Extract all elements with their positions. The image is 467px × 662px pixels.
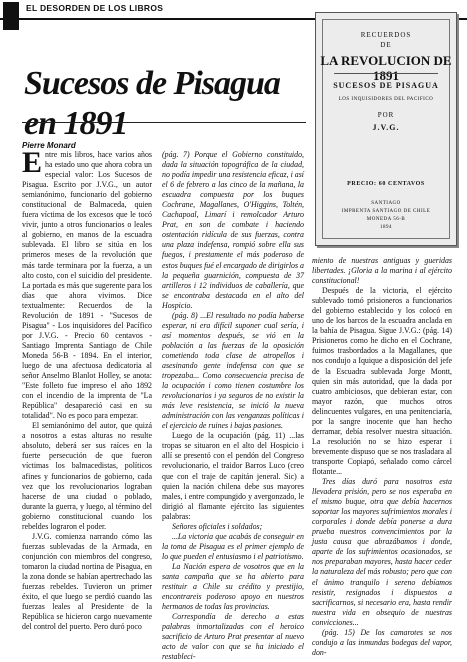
cover-rule bbox=[334, 73, 438, 74]
cover-printer: IMPRENTA SANTIAGO DE CHILE bbox=[341, 209, 431, 214]
cover-line: RECUERDOS bbox=[360, 31, 412, 39]
section-label: EL DESORDEN DE LOS LIBROS bbox=[26, 3, 164, 13]
paragraph: Luego de la ocupación (pág. 11) ...las tropas se situaron en el alto del Hospicio i allí se presentó con el pendón del Congreso revolucionario, el traidor Barros Luco (creo que con el traje de capitán jeneral. Sic) a quien la nación chilena debe sus mayores males, i entre compungido y avergonzado, le dirigió al flamante ejército las siguientes palabras: bbox=[162, 431, 304, 521]
cover-line: DE bbox=[380, 41, 392, 49]
section-logo-icon bbox=[3, 2, 19, 30]
cover-price: PRECIO: 60 CENTAVOS bbox=[347, 181, 425, 187]
paragraph: (pág. 15) De los camarotes se nos condujo a las inmundas bodegas del vapor, don- bbox=[312, 627, 452, 657]
cover-author: J.V.G. bbox=[372, 123, 400, 132]
paragraph: ntre mis libros, hace varios años ha estado uno que ahora cobra un especial valor: Los Sucesos de Pisagua. Escrito por J.V.G., un autor semianónimo, funcionario del gobierno constitucional de Balmaceda, quien fuera víctima de los excesos que le tocó vivir, junto a otros funcionarios o leales al gobierno, en manos de la escuadra sublevada. El libro se sitúa en los primeros meses de la revolución que más tarde terminara por la fuerza, a un alto costo, con el suicidio del presidente. La portada es más que sugerente para los días que ahora vivimos. Dice textualmente: Recuerdos de la Revolución de 1891 - "Sucesos de Pisagua" - Los inquisidores del Pacífico por J.V.G. - Precio 60 centavos - Santiago Imprenta Santiago de Chile Moneda 56-B - 1894. En el interior, luego de una afectuosa dedicatoria al señor Anselmo Blanlot Holley, se anota: "Este folleto fue impreso el año 1892 con el incendio de la imprenta de "La República" desapareció casi en su totalidad". No es poco para empezar. bbox=[22, 150, 152, 421]
cover-title: LA REVOLUCION DE 1891 bbox=[320, 53, 452, 83]
paragraph: miento de nuestras antiguas y gueridas libertades. ¡Gloria a la marina i al ejército constitucional! bbox=[312, 256, 452, 286]
paragraph: El semianónimo del autor, que quizá a nosotros a estas alturas no resulte absoluto, deberá ser sus raíces en la fuerte persecución de que fueron víctimas los balmacedistas, políticos afines y funcionarios de gobierno, cada vez que los revolucionarios lograban hacerse de una ciudad o poblado, durante la guerra, y luego, al término del gobierno constitucional cuando los rebeldes lograron el poder. bbox=[22, 421, 152, 531]
cover-year: 1894 bbox=[380, 225, 392, 230]
paragraph: Después de la victoria, el ejército sublevado tomó prisioneros a funcionarios del gobierno establecido y los colocó en uno de los barcos de la escuadra anclada en la bahía de Pisagua. Sigue J.V.G.: (pág. 14) Prisioneros como he dicho en el Cochrane, fuimos trasbordados a la Magallanes, que nos condujo a Iquique a disposición del jefe de la Escuadra sublevada Jorge Montt, quien sin más autoridad, que la dada por cuatro ambiciosos, que debieran estar, con mayor razón, que muchos otros delincuentes vulgares, en una penitenciaría, por la sangre inocente que han hecho derramar, debía resolver nuestra situación. La resolución no se hizo esperar i brevemente dispuso que se nos trasladara al transporte Copiapó, señalado como cárcel flotante... bbox=[312, 286, 452, 476]
cover-city: SANTIAGO bbox=[371, 201, 401, 206]
cover-subtitle: SUCESOS DE PISAGUA bbox=[333, 81, 439, 90]
title-divider bbox=[22, 122, 306, 123]
cover-line: LOS INQUISIDORES DEL PACIFICO bbox=[338, 97, 434, 102]
article-column-3 bbox=[312, 256, 452, 658]
paragraph: (pág. 8) ...El resultado no podía haberse esperar, ni era difícil suponer cual sería, i así momentos después, se vió en la población a las fuerzas de la oposición cometiendo toda clase de atropellos i asesinando gente indefensa con que se tropezaba... Como consecuencia precisa de la ocupación i como tienen costumbre los revolucionarios i ya seguros de no existir la más leve resistencia, se inició la nueva administración con las venganzas políticas i el ejercicio de ruines i bajas pasiones. bbox=[162, 310, 304, 431]
paragraph: J.V.G. comienza narrando cómo las fuerzas sublevadas de la Armada, en conjunción con miembros del congreso, tomaron la ciudad nortina de Pisagua, en la zona donde se habían apertrechado las fuerzas rebeldes. Tuvieron un primer éxito, el que luego se perdió cuando las fuerzas leales al Presidente de la República se hicieron cargo nuevamente del control del puerto. Pero duró poco bbox=[22, 531, 152, 632]
paragraph: ...La victoria que acabás de conseguir en la toma de Pisagua es el primer ejemplo de lo que pueden el entusiasmo i el patriotismo. bbox=[162, 531, 304, 561]
cover-address: MONEDA 56-B bbox=[366, 217, 406, 222]
paragraph: Señores oficiales i soldados; bbox=[172, 521, 263, 531]
cover-line: POR bbox=[377, 111, 395, 119]
paragraph: Correspondía de derecho a estas palabras inmortalizadas con el heroico sacrificio de Arturo Prat presentar al nuevo acto de valor con que se ha iniciado el restableci- bbox=[162, 612, 304, 662]
article-column-2 bbox=[162, 150, 304, 662]
paragraph: Tres días duró para nosotros esta llevadera prisión, pero se nos esperaba en el mismo buque, otra que debía hacernos soportar los mayores sufrimientos morales i corporales i donde debía ponerse a dura prueba nuestros convencimientos por la justa causa que abrazábamos i donde, aparte de los sufrimientos ocasionados, se nos preparaban mayores, hasta hacer ceder la naturaleza del más robusto; pero que con el ánimo tranquilo i sereno debíamos resistir, resignados i dispuestos a sacrificarnos, si necesario era, hasta rendir nuestra vida en obsequio de nuestras convicciones... bbox=[312, 477, 452, 627]
paragraph: (pág. 7) Porque el Gobierno constituido, dada la situación topográfica de la ciudad, no podía impedir una resistencia eficaz, i así el 6 de febrero a las cinco de la mañana, la escuadra compuesta por los buques Cochrane, Magallanes, O'Higgins, Toltén, Cachapoal, Limarí i remolcador Arturo Prat, en son de combate i haciendo ostentación ridícula de sus fuerzas, contra una plaza indefensa, rompió sobre ella sus fuegos, i prestamente el más poderoso de estos buques fué el encargado de dirigirlos a la pequeña guarnición, compuesta de 37 artilleros i 12 individuos de caballería, que se encontraba destacada en el alto del Hospicio. bbox=[162, 150, 304, 310]
article-column-1 bbox=[22, 146, 152, 632]
paragraph: La Nación espera de vosotros que en la santa campaña que se ha abierto para restituir a Chile su crédito y prestijio, encontrareis poderoso apoyo en nuestros hermanos de todas las provincias. bbox=[162, 561, 304, 612]
drop-cap: E bbox=[22, 146, 43, 179]
article-title: Sucesos de Pisagua en 1891 bbox=[24, 65, 280, 142]
article-author: Pierre Monard bbox=[22, 141, 76, 150]
book-cover-image bbox=[315, 12, 457, 246]
